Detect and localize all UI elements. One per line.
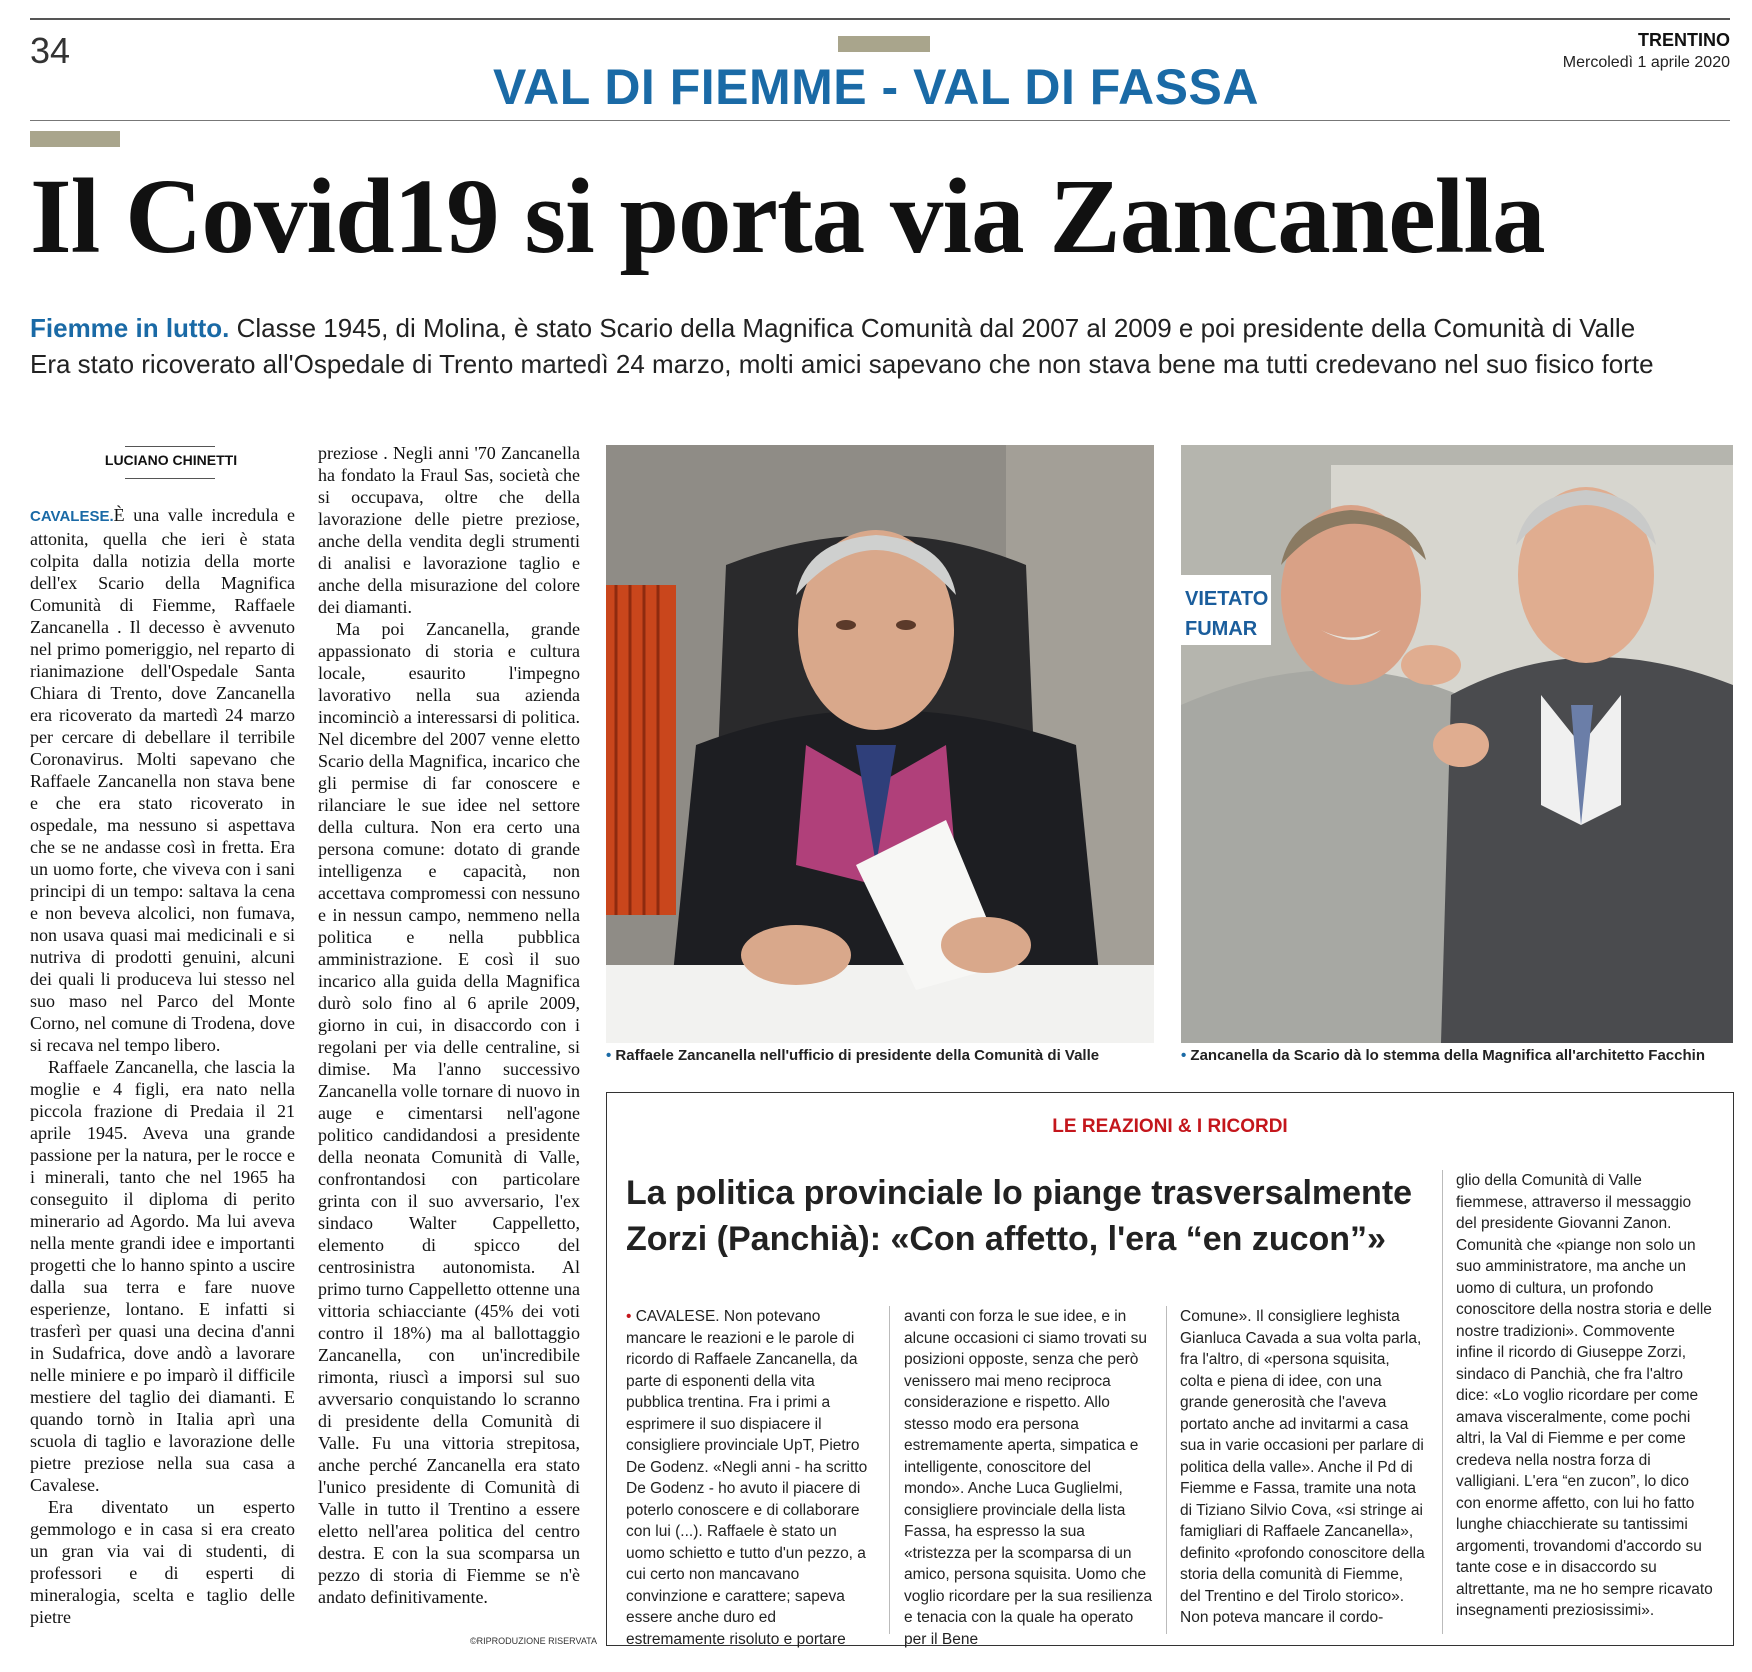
decorative-bar [838,36,930,52]
article-paragraph: preziose . Negli anni '70 Zancanella ha fondato la Fraul Sas, società che si occupava, oltre che della lavorazione delle pietre preziose, anche della vendita degli strumenti di analisi e lavorazione taglio e anche della misurazione del colore dei diamanti. [318,443,580,617]
sidebar-column-3: Comune». Il consigliere leghista Gianluca Cavada a sua volta parla, fra l'altro, di «persona squisita, colta e piena di idee, con una grande generosità che l'aveva portato anche ad invitarmi a casa sua in varie occasioni per parlare di politica della valle». Anche il Pd di Fiemme e Fassa, tramite una nota di Tiziano Silvio Cova, «si stringe ai famigliari di Raffaele Zancanella», definito «profondo conoscitore della storia della comunità di Fiemme, del Trentino e del Tirolo storico». Non poteva mancare il cordo- [1180,1308,1425,1626]
article-column-1 [30,504,295,1628]
sidebar-column-4: glio della Comunità di Valle fiemmese, attraverso il messaggio del presidente Giovanni Zanon. Comunità che «piange non solo un suo amministratore, ma anche un uomo di cultura, un profondo conoscitore della nostra storia e delle nostre tradizioni». Commovente infine il ricordo di Giuseppe Zorzi, sindaco di Panchià, che fra l'altro dice: «Lo voglio ricordare per come amava visceralmente, come pochi altri, la Val di Fiemme e per come credeva nella nostra forza di valligiani. L'era “en zucon”, lo dico con enorme affetto, con lui ho fatto lunghe chiacchierate su tantissimi argomenti, trovandomi d'accordo su tante cose e in disaccordo su altrettante, ma ne ho sempre ricavato insegnamenti preziosissimi». [1456,1172,1713,1619]
sidebar-dateline: CAVALESE. [635,1308,720,1325]
bullet-icon: • [606,1047,616,1064]
page-number: 34 [30,30,71,71]
headline: Il Covid19 si porta via Zancanella [30,158,1545,276]
photo-zancanella-facchin [1181,445,1733,1043]
sidebar-headline-line: La politica provinciale lo piange trasversalmente [626,1174,1413,1212]
column-divider [1442,1170,1443,1634]
sidebar-label: LE REAZIONI & I RICORDI [1052,1116,1288,1137]
sidebar-text: Non potevano mancare le reazioni e le parole di ricordo di Raffaele Zancanella, da parte di esponenti della vita pubblica trentina. Fra i primi a esprimere il suo dispiacere il consigliere provinciale UpT, Pietro De Godenz. «Negli anni - ha scritto De Godenz - ho avuto il piacere di poterlo conoscere e di collaborare con lui (...). Raffaele è stato un uomo schietto e tutto d'un pezzo, a cui certo non mancavano convinzione e carattere; sapeva essere anche duro ed estremamente risoluto e portare [626,1308,868,1648]
newspaper-name: TRENTINO [1638,30,1730,50]
article-paragraph: Era diventato un esperto gemmologo e in casa si era creato un gran via vai di studenti, di professori e di esperti di mineralogia, scelta e taglio delle pietre [30,1497,295,1627]
top-rule [30,18,1730,20]
sidebar-headline-line: Zorzi (Panchià): «Con affetto, l'era “en zucon”» [626,1220,1386,1258]
bullet-icon: • [1181,1047,1191,1064]
sidebar-column-2: avanti con forza le sue idee, e in alcune occasioni ci siamo trovati su posizioni opposte, senza che però venissero mai meno reciproca considerazione e rispetto. Allo stesso modo era persona estremamente aperta, simpatica e intelligente, conoscitore del mondo». Anche Luca Guglielmi, consigliere provinciale della lista Fassa, ha espresso la sua «tristezza per la scomparsa di un amico, persona squisita. Uomo che voglio ricordare per la sua resilienza e tenacia con la quale ha operato per il Bene [904,1308,1153,1648]
byline: LUCIANO CHINETTI [104,452,238,468]
article-paragraph [30,504,295,1056]
section-title: VAL DI FIEMME - VAL DI FASSA [493,59,1259,115]
column-divider [1166,1306,1167,1634]
caption-text: Raffaele Zancanella nell'ufficio di presidente della Comunità di Valle [615,1047,1100,1064]
paragraph-text: È una valle incredula e attonita, quella che ieri è stata colpita dalla notizia della morte dell'ex Scario della Magnifica Comunità di Fiemme, Raffaele Zancanella . Il decesso è avvenuto nel primo pomeriggio, nel reparto di rianimazione dell'Ospedale Santa Chiara di Trento, dove Zancanella era ricoverato da martedì 24 marzo per cercare di debellare il terribile Coronavirus. Molti sapevano che Raffaele Zancanella non stava bene e che era stato ricoverato in ospedale, ma nessuno si aspettava che se ne andasse così in fretta. Era un uomo forte, che viveva con i sani principi di un tempo: saltava la cena e non beveva alcolici, non fumava, non usava quasi mai medicinali e si nutriva di prodotti genuini, alcuni dei quali li produceva lui stesso nel suo maso nel Parco del Monte Corno, nel comune di Trodena, dove si recava nel tempo libero. [30,505,295,1055]
article-paragraph: Ma poi Zancanella, grande appassionato di storia e cultura locale, esaurito l'impegno lavorativo nella sua azienda incominciò a interessarsi di politica. Nel dicembre del 2007 venne eletto Scario della Magnifica, incarico che gli permise di far conoscere e rilanciare le sue idee nel settore della cultura. Non era certo una persona comune: dotato di grande intelligenza e capacità, non accettava compromessi con nessuno e in nessun campo, nemmeno nella politica e nella pubblica amministrazione. E così il suo incarico alla guida della Magnifica durò solo fino al 6 aprile 2009, giorno in cui, in disaccordo con i regolani per via delle centraline, si dimise. Ma l'anno successivo Zancanella volle tornare di nuovo in auge e cimentarsi nell'agone politico candidandosi a presidente della neonata Comunità di Valle, confrontandosi con particolare grinta con il suo avversario, l'ex sindaco Walter Cappelletto, elemento di spicco del centrosinistra autonomista. Al primo turno Cappelletto ottenne una vittoria schiacciante (45% dei voti contro il 18%) ma al ballottaggio Zancanella, con un'incredibile rimonta, riuscì a imporsi sul suo avversario conquistando lo scranno di presidente della Comunità di Valle. Fu una vittoria strepitosa, anche perché Zancanella era stato l'unico presidente di Comunità di Valle in tutto il Trentino a essere eletto nell'area politica del centro destra. E con la sua scomparsa un pezzo di storia di Fiemme se n'è andato definitivamente. [318,619,580,1607]
section-rule [30,120,1730,121]
byline-rule [125,478,215,479]
article-column-2 [318,442,580,1608]
summary-line: Era stato ricoverato all'Ospedale di Trento martedì 24 marzo, molti amici sapevano che non stava bene ma tutti credevano nel suo fisico forte [30,349,1654,379]
photo-zancanella-office [606,445,1154,1043]
sidebar-headline [626,1170,1446,1262]
issue-date: Mercoledì 1 aprile 2020 [1562,54,1730,71]
column-divider [889,1306,890,1634]
sign-text: FUMAR [1185,618,1258,640]
caption-text: Zancanella da Scario dà lo stemma della Magnifica all'architetto Facchin [1190,1047,1705,1064]
decorative-bar [30,131,120,147]
byline-rule [125,446,215,447]
copyright: ©RIPRODUZIONE RISERVATA [470,1636,597,1646]
sign-text: VIETATO [1185,588,1269,610]
photo-caption [1181,1047,1705,1064]
article-paragraph: Raffaele Zancanella, che lascia la moglie e 4 figli, era nato nella piccola frazione di Predaia il 21 aprile 1945. Aveva una grande passione per la natura, per le rocce e i minerali, tanto che nel 1965 ha conseguito il diploma di perito minerario ad Agordo. Ma lui aveva nella mente grandi idee e importanti progetti che lo hanno spinto a uscire dalla sua terra e fare nuove esperienze, lontano. E infatti si trasferì per quasi una decina d'anni in Sudafrica, dove andò a lavorare nelle miniere e po imparò il difficile mestiere del taglio dei diamanti. E quando tornò in Italia aprì una scuola di taglio e lavorazione delle pietre preziose nella sua casa a Cavalese. [30,1057,295,1495]
dateline: CAVALESE. [30,508,114,525]
summary-kicker: Fiemme in lutto. [30,313,230,343]
bullet-icon: • [626,1308,636,1325]
photo-caption [606,1047,1099,1064]
sidebar-column-1 [626,1306,874,1650]
summary-line: Classe 1945, di Molina, è stato Scario della Magnifica Comunità dal 2007 al 2009 e poi presidente della Comunità di Valle [236,313,1636,343]
summary [30,310,1740,382]
